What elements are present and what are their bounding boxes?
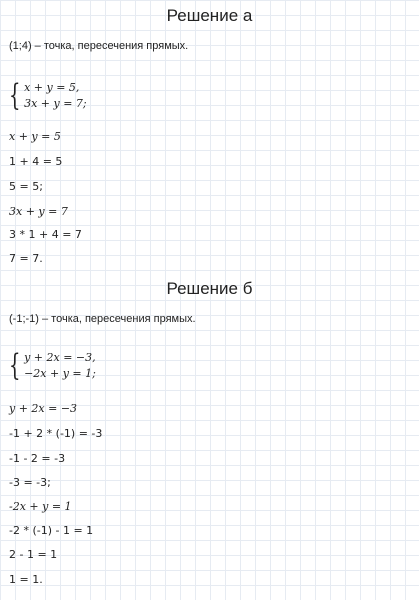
system-b-eq2: −2x + y = 1; [24,367,96,380]
brace-icon: { [9,348,21,383]
system-b-eq1: y + 2x = −3, [24,351,96,364]
system-a-eq1: x + y = 5, [24,81,80,94]
section-a-step-2: 1 + 4 = 5 [9,155,63,168]
section-b-step-8: 1 = 1. [9,573,43,586]
section-a-title: Решение а [166,6,253,25]
section-b-intro: (-1;-1) – точка, пересечения прямых. [9,313,196,325]
section-b-title: Решение б [166,279,253,298]
section-a-step-1: x + y = 5 [9,130,61,143]
section-b-step-5: -2x + y = 1 [9,500,72,513]
section-b-step-3: -1 - 2 = -3 [9,452,66,465]
section-a-step-3: 5 = 5; [9,180,43,193]
section-a-step-6: 7 = 7. [9,252,43,265]
section-a-intro: (1;4) – точка, пересечения прямых. [9,40,189,52]
brace-icon: { [9,78,21,113]
section-a-step-5: 3 * 1 + 4 = 7 [9,228,82,241]
system-a-eq2: 3x + y = 7; [24,97,87,110]
section-b-step-2: -1 + 2 * (-1) = -3 [9,427,103,440]
section-b-step-6: -2 * (-1) - 1 = 1 [9,524,94,537]
section-b-step-1: y + 2x = −3 [9,402,78,415]
section-a-step-4: 3x + y = 7 [9,205,68,218]
section-b-step-4: -3 = -3; [9,476,51,489]
section-b-step-7: 2 - 1 = 1 [9,548,58,561]
section-b-system [9,350,96,382]
section-a-system [9,80,87,112]
